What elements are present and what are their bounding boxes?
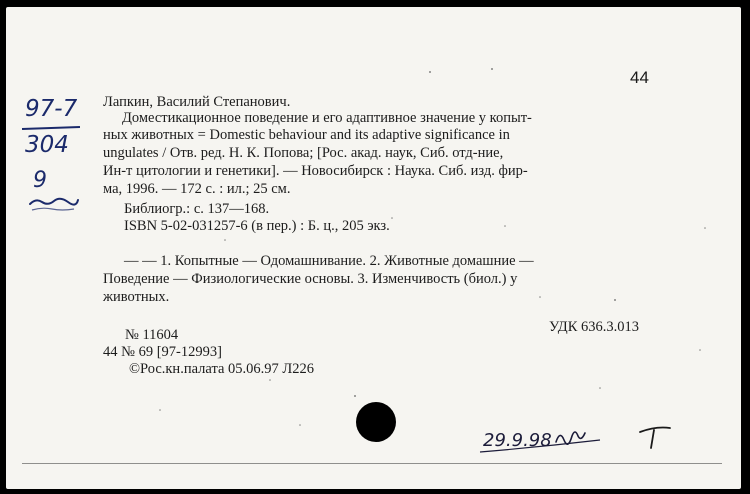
title-line-1: Доместикационное поведение и его адаптивное значение у копыт- bbox=[122, 110, 532, 126]
title-line-3: ungulates / Отв. ред. Н. К. Попова; [Рос. акад. наук, Сиб. отд-ние, bbox=[103, 145, 504, 161]
subjects-line-3: животных. bbox=[103, 289, 170, 305]
call-number-line-3: 9 bbox=[33, 168, 47, 193]
subjects-line-1: — — 1. Копытные — Одомашнивание. 2. Животные домашние — bbox=[124, 253, 534, 269]
registration-line: 44 № 69 [97-12993] bbox=[103, 344, 222, 360]
call-number-scribble-2 bbox=[32, 208, 74, 210]
udk-code: УДК 636.3.013 bbox=[549, 319, 639, 335]
card-number: 44 bbox=[630, 68, 649, 87]
title-line-4: Ин-т цитологии и генетики]. — Новосибирск : Наука. Сиб. изд. фир- bbox=[103, 163, 528, 179]
subjects-line-2: Поведение — Физиологические основы. 3. Изменчивость (биол.) у bbox=[103, 271, 518, 287]
title-line-2: ных животных = Domestic behaviour and its adaptive significance in bbox=[103, 127, 510, 143]
handwritten-underline bbox=[480, 440, 600, 452]
call-number-line-2: 304 bbox=[25, 132, 69, 158]
copyright-line: ©Рос.кн.палата 05.06.97 Л226 bbox=[129, 361, 314, 377]
handwritten-date: 29.9.98 bbox=[483, 430, 552, 451]
bibliography-line: Библиогр.: с. 137—168. bbox=[124, 201, 270, 217]
punch-hole bbox=[356, 402, 396, 442]
call-number-scribble bbox=[30, 199, 78, 205]
bottom-rule bbox=[22, 463, 722, 464]
call-number-line-1: 97-7 bbox=[25, 96, 78, 122]
scan-speckles bbox=[159, 68, 706, 426]
isbn-line: ISBN 5-02-031257-6 (в пер.) : Б. ц., 205 экз. bbox=[124, 218, 390, 234]
corner-mark bbox=[640, 428, 670, 449]
author-line: Лапкин, Василий Степанович. bbox=[103, 94, 291, 110]
imprint-line: ма, 1996. — 172 с. : ил.; 25 см. bbox=[103, 181, 291, 197]
record-number: № 11604 bbox=[125, 327, 179, 343]
